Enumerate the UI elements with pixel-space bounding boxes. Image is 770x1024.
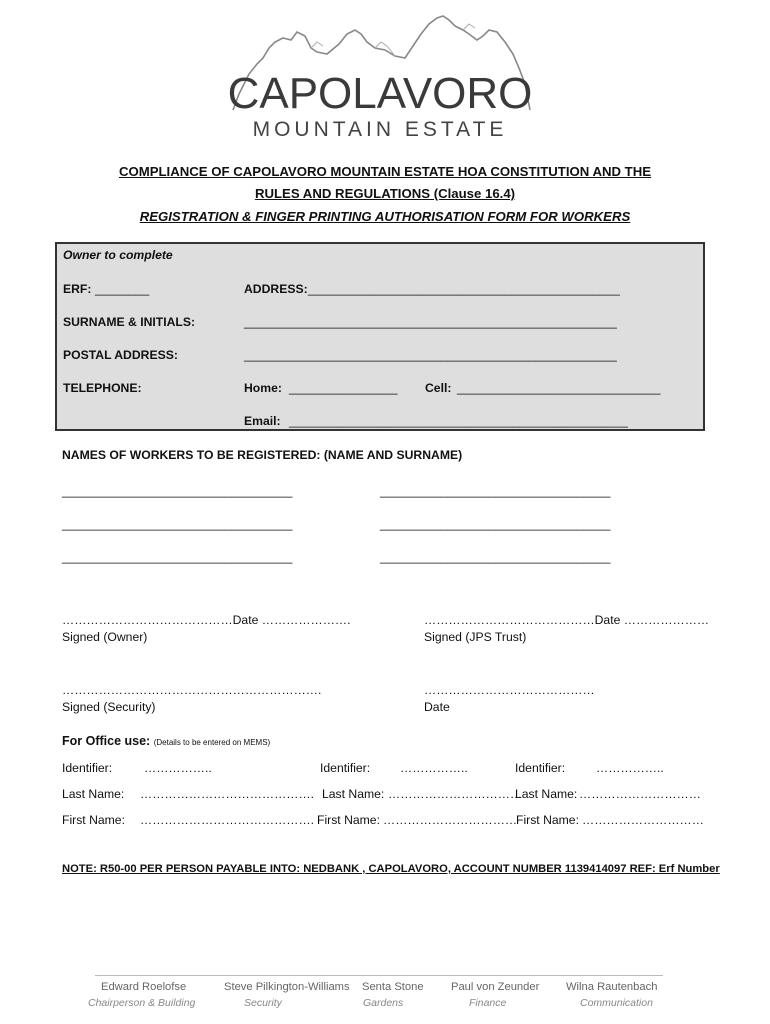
- security-signed-label: Signed (Security): [62, 700, 156, 714]
- worker-name-field[interactable]: __________________________________: [62, 484, 293, 498]
- identifier-field[interactable]: ……………..: [596, 761, 664, 775]
- firstname-field[interactable]: ……………………………: [383, 813, 518, 827]
- estate-logo: [225, 12, 535, 142]
- owner-date-label: Date: [232, 613, 259, 627]
- cell-field[interactable]: ______________________________: [457, 381, 661, 395]
- lastname-label: Last Name:: [322, 787, 385, 801]
- office-heading-text: For Office use:: [62, 734, 151, 748]
- footer-name: Edward Roelofse: [101, 981, 187, 993]
- firstname-label: First Name:: [516, 813, 579, 827]
- surname-field[interactable]: _______________________________________________________: [244, 315, 617, 329]
- footer-role: Finance: [469, 997, 507, 1009]
- worker-name-field[interactable]: __________________________________: [380, 484, 611, 498]
- footer-name: Wilna Rautenbach: [566, 981, 658, 993]
- worker-name-field[interactable]: __________________________________: [62, 550, 293, 564]
- erf-field[interactable]: ________: [95, 282, 150, 296]
- mountain-logo-icon: [225, 12, 535, 142]
- identifier-label: Identifier:: [320, 761, 371, 775]
- postal-label: POSTAL ADDRESS:: [63, 348, 178, 362]
- address-label: ADDRESS:: [244, 282, 308, 296]
- lastname-label: Last Name:: [62, 787, 125, 801]
- surname-label: SURNAME & INITIALS:: [63, 315, 196, 329]
- office-note: (Details to be entered on MEMS): [153, 738, 271, 747]
- home-label: Home:: [244, 381, 282, 395]
- owner-heading: Owner to complete: [63, 248, 173, 262]
- footer-divider: [95, 975, 663, 976]
- logo-name: CAPOLAVORO: [227, 69, 533, 118]
- logo-subtitle: MOUNTAIN ESTATE: [252, 118, 508, 141]
- lastname-field[interactable]: ……………………………: [388, 787, 523, 801]
- email-label: Email:: [244, 414, 281, 428]
- identifier-field[interactable]: ……………..: [400, 761, 468, 775]
- workers-heading: NAMES OF WORKERS TO BE REGISTERED: (NAME AND SURNAME): [62, 448, 463, 462]
- date-line[interactable]: ……………………………………: [424, 683, 595, 697]
- postal-field[interactable]: _______________________________________________________: [244, 348, 617, 362]
- worker-name-field[interactable]: __________________________________: [380, 517, 611, 531]
- worker-name-field[interactable]: __________________________________: [62, 517, 293, 531]
- jps-date-label: Date: [594, 613, 621, 627]
- worker-name-field[interactable]: __________________________________: [380, 550, 611, 564]
- footer-name: Paul von Zeunder: [451, 981, 540, 993]
- identifier-label: Identifier:: [515, 761, 566, 775]
- title-line-3: REGISTRATION & FINGER PRINTING AUTHORISATION FORM FOR WORKERS: [139, 209, 631, 224]
- email-field[interactable]: __________________________________________________: [289, 414, 628, 428]
- jps-signature-line[interactable]: ……………………………………Date …………………: [424, 613, 710, 627]
- footer-role: Chairperson & Building: [88, 997, 196, 1009]
- address-field[interactable]: ______________________________________________: [308, 282, 620, 296]
- cell-label: Cell:: [425, 381, 452, 395]
- lastname-field[interactable]: …………………………: [579, 787, 701, 801]
- jps-signed-label: Signed (JPS Trust): [424, 630, 527, 644]
- owner-section: [55, 242, 705, 431]
- lastname-field[interactable]: …………………………………….: [140, 787, 315, 801]
- office-heading: [62, 734, 270, 748]
- lastname-label: Last Name:: [515, 787, 578, 801]
- date-caption: Date: [424, 700, 450, 714]
- identifier-label: Identifier:: [62, 761, 113, 775]
- title-line-2: RULES AND REGULATIONS (Clause 16.4): [254, 186, 516, 201]
- footer-name: Steve Pilkington-Williams: [224, 981, 350, 993]
- owner-signature-line[interactable]: ……………………………………Date ………………….: [62, 613, 351, 627]
- firstname-field[interactable]: …………………………: [582, 813, 704, 827]
- firstname-label: First Name:: [62, 813, 125, 827]
- footer-role: Security: [244, 997, 282, 1009]
- payment-note: NOTE: R50-00 PER PERSON PAYABLE INTO: NEDBANK , CAPOLAVORO, ACCOUNT NUMBER 1139414097 REF: Erf Number: [62, 863, 720, 875]
- footer-role: Gardens: [363, 997, 404, 1009]
- firstname-label: First Name:: [317, 813, 380, 827]
- footer-role: Communication: [580, 997, 653, 1009]
- home-field[interactable]: ________________: [289, 381, 398, 395]
- title-line-1: COMPLIANCE OF CAPOLAVORO MOUNTAIN ESTATE HOA CONSTITUTION AND THE: [118, 164, 652, 179]
- owner-signed-label: Signed (Owner): [62, 630, 148, 644]
- erf-label: ERF:: [63, 282, 92, 296]
- security-signature-line[interactable]: ……………………………………………………….: [62, 683, 322, 697]
- footer-name: Senta Stone: [362, 981, 424, 993]
- identifier-field[interactable]: ……………..: [144, 761, 212, 775]
- firstname-field[interactable]: …………………………………….: [140, 813, 315, 827]
- telephone-label: TELEPHONE:: [63, 381, 142, 395]
